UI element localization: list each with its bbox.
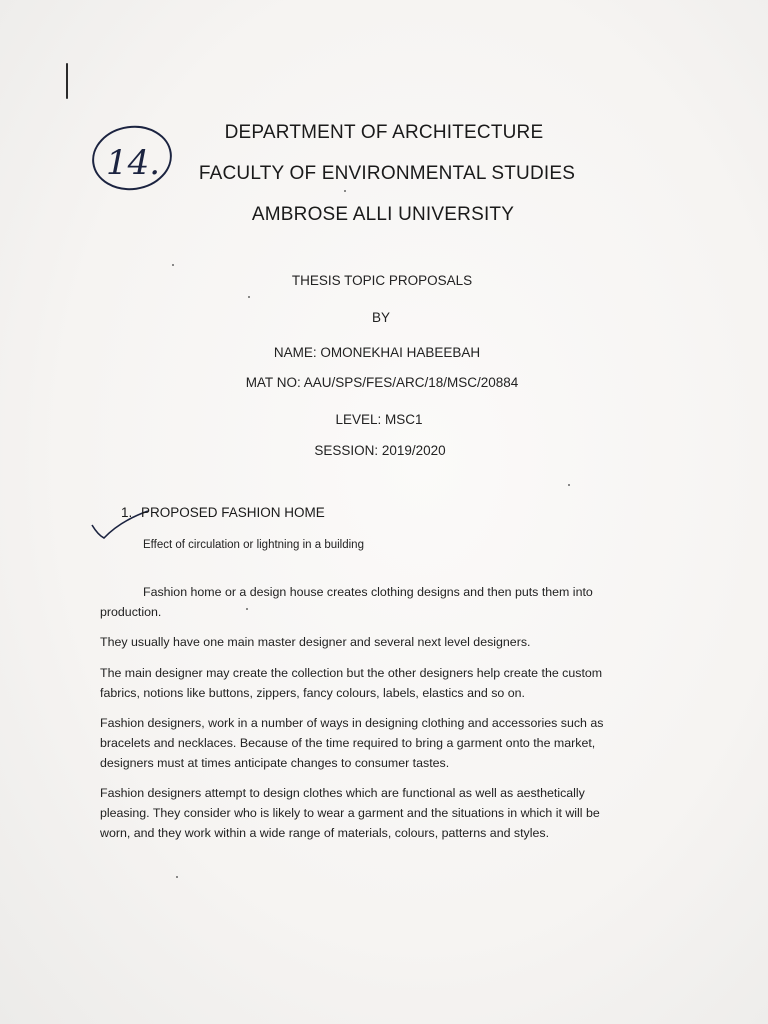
scan-speck [568,484,570,486]
paragraph-1-line-1: Fashion home or a design house creates clothing designs and then puts them into [143,585,593,599]
section-heading [121,505,325,520]
matric-number: MAT NO: AAU/SPS/FES/ARC/18/MSC/20884 [245,375,519,390]
paragraph-3-line-1: The main designer may create the collection but the other designers help create the custom [100,666,603,680]
scan-speck [172,264,174,266]
proposal-title: THESIS TOPIC PROPOSALS [291,273,473,288]
author-name: NAME: OMONEKHAI HABEEBAH [273,345,481,360]
session: SESSION: 2019/2020 [314,443,446,458]
paragraph-4-line-2: bracelets and necklaces. Because of the time required to bring a garment onto the market, [100,736,596,750]
level: LEVEL: MSC1 [335,412,423,427]
department-heading: DEPARTMENT OF ARCHITECTURE [224,122,544,143]
scan-speck [344,190,346,192]
section-subtitle: Effect of circulation or lightning in a building [143,539,364,551]
scan-speck [248,296,250,298]
section-number: 1. [121,505,133,520]
paragraph-4-line-1: Fashion designers, work in a number of ways in designing clothing and accessories such as [100,716,604,730]
paragraph-2-line-1: They usually have one main master designer and several next level designers. [100,635,531,649]
by-label: BY [371,310,390,325]
paragraph-5-line-3: worn, and they work within a wide range of materials, colours, patterns and styles. [100,826,550,840]
paragraph-5-line-2: pleasing. They consider who is likely to wear a garment and the situations in which it will be [100,806,600,820]
section-title: PROPOSED FASHION HOME [141,505,325,520]
paragraph-3-line-2: fabrics, notions like buttons, zippers, fancy colours, labels, elastics and so on. [100,686,525,700]
paragraph-4-line-3: designers must at times anticipate changes to consumer tastes. [100,756,450,770]
margin-pen-mark [66,63,68,99]
paragraph-1-line-2: production. [100,605,162,619]
faculty-heading: FACULTY OF ENVIRONMENTAL STUDIES [198,163,576,184]
stamp-number: 14. [106,143,161,183]
scan-speck [176,876,178,878]
scan-speck [246,608,248,610]
university-heading: AMBROSE ALLI UNIVERSITY [251,204,515,225]
paragraph-5-line-1: Fashion designers attempt to design clothes which are functional as well as aesthetically [100,786,585,800]
